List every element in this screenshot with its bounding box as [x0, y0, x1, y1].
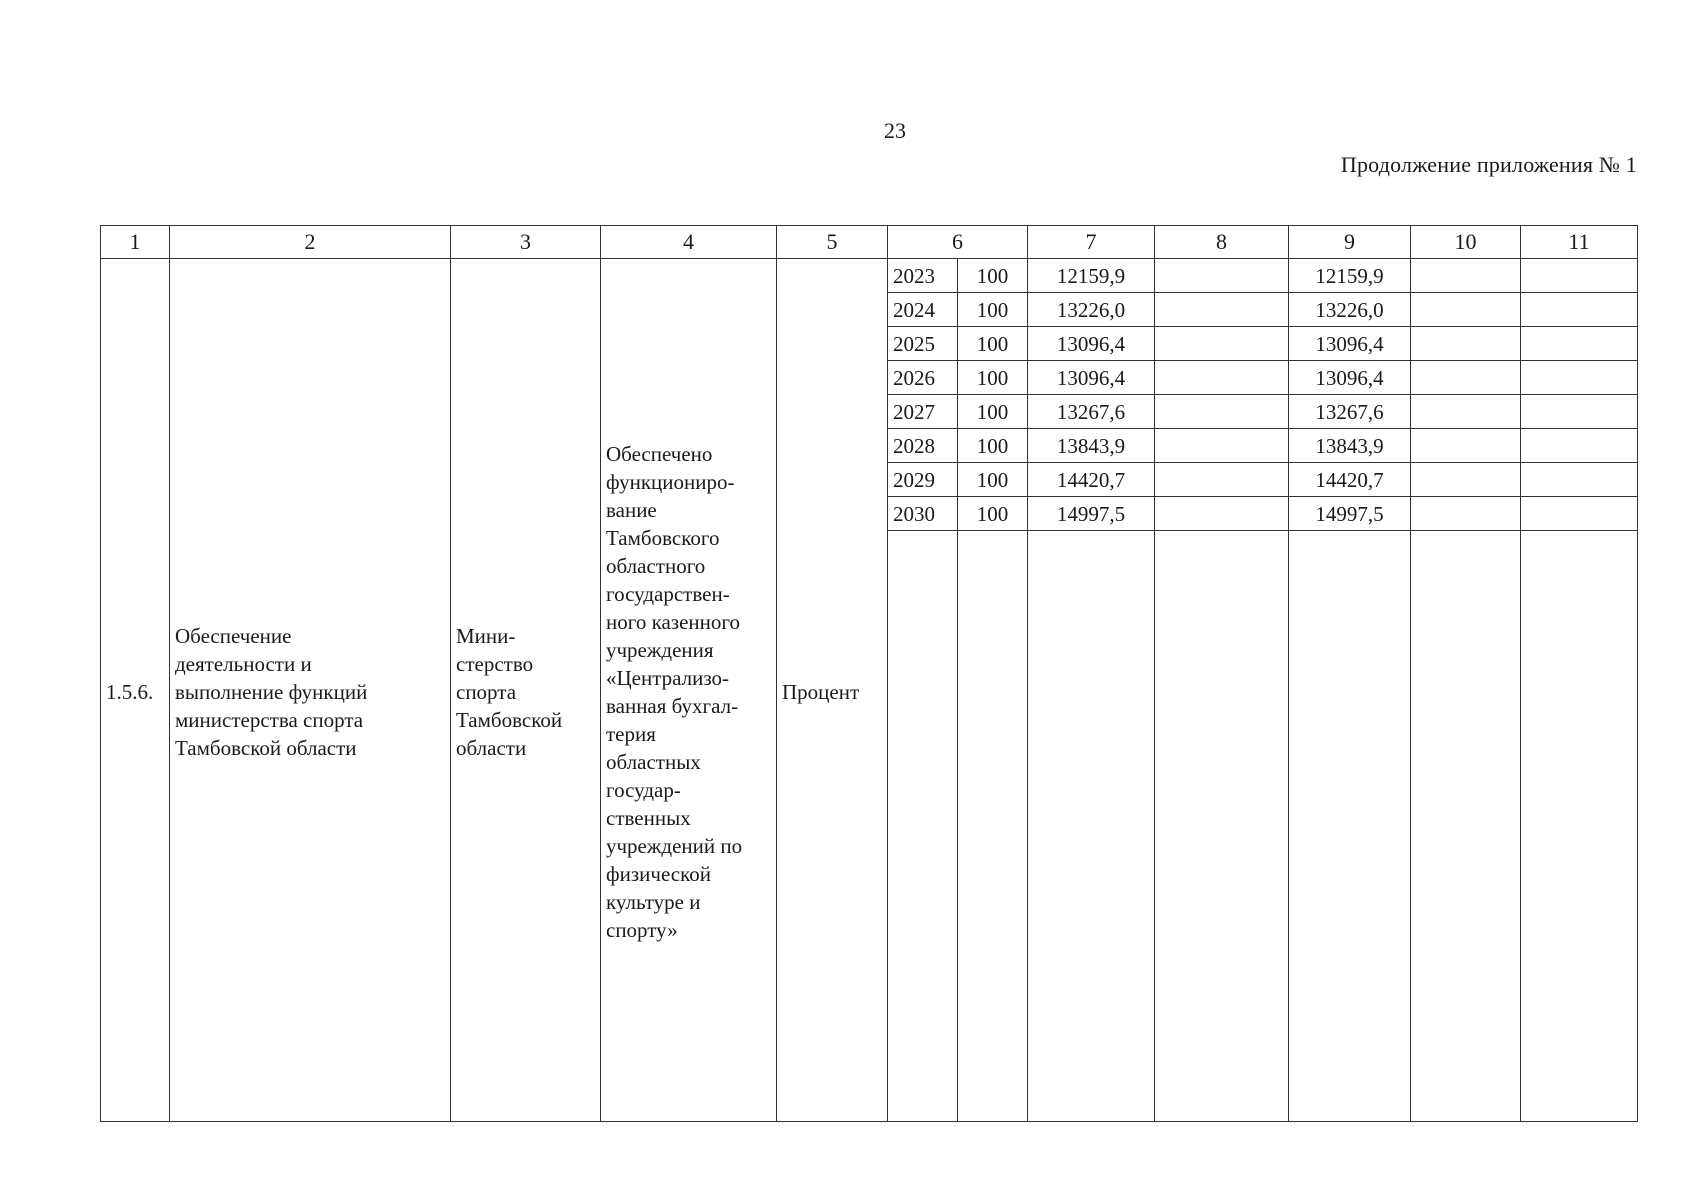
header-col-6: 6 — [888, 226, 1028, 259]
col10-cell — [1411, 293, 1521, 327]
col10-cell — [1411, 429, 1521, 463]
empty-cell — [1521, 531, 1638, 1122]
col9-cell: 12159,9 — [1289, 259, 1411, 293]
col8-cell — [1155, 361, 1289, 395]
header-col-1: 1 — [101, 226, 170, 259]
col11-cell — [1521, 429, 1638, 463]
col11-cell — [1521, 361, 1638, 395]
col11-cell — [1521, 463, 1638, 497]
page-number: 23 — [884, 118, 906, 143]
total-cell: 14997,5 — [1028, 497, 1155, 531]
col11-cell — [1521, 497, 1638, 531]
col10-cell — [1411, 259, 1521, 293]
col9-cell: 13096,4 — [1289, 327, 1411, 361]
col9-cell: 14997,5 — [1289, 497, 1411, 531]
measure-name: Обеспечение деятельности и выполнение функций министерства спорта Тамбовской области — [170, 259, 451, 1122]
value-cell: 100 — [958, 429, 1028, 463]
value-cell: 100 — [958, 293, 1028, 327]
col9-cell: 14420,7 — [1289, 463, 1411, 497]
year-cell: 2028 — [888, 429, 958, 463]
executor: Мини- стерство спорта Тамбовской области — [451, 259, 601, 1122]
col8-cell — [1155, 327, 1289, 361]
col10-cell — [1411, 361, 1521, 395]
total-cell: 13267,6 — [1028, 395, 1155, 429]
row-number: 1.5.6. — [101, 259, 170, 1122]
value-cell: 100 — [958, 259, 1028, 293]
value-cell: 100 — [958, 463, 1028, 497]
total-cell: 13843,9 — [1028, 429, 1155, 463]
empty-cell — [1411, 531, 1521, 1122]
col8-cell — [1155, 259, 1289, 293]
col9-cell: 13226,0 — [1289, 293, 1411, 327]
col8-cell — [1155, 395, 1289, 429]
table-row — [101, 259, 1638, 293]
empty-cell — [958, 531, 1028, 1122]
header-col-2: 2 — [170, 226, 451, 259]
header-row — [101, 226, 1638, 259]
col8-cell — [1155, 497, 1289, 531]
total-cell: 13096,4 — [1028, 327, 1155, 361]
year-cell: 2025 — [888, 327, 958, 361]
col11-cell — [1521, 327, 1638, 361]
empty-cell — [888, 531, 958, 1122]
col10-cell — [1411, 497, 1521, 531]
col9-cell: 13096,4 — [1289, 361, 1411, 395]
total-cell: 13096,4 — [1028, 361, 1155, 395]
col8-cell — [1155, 463, 1289, 497]
header-col-5: 5 — [777, 226, 888, 259]
header-col-8: 8 — [1155, 226, 1289, 259]
empty-cell — [1289, 531, 1411, 1122]
header-col-9: 9 — [1289, 226, 1411, 259]
header-col-4: 4 — [601, 226, 777, 259]
year-cell: 2029 — [888, 463, 958, 497]
program-table — [100, 225, 1638, 1122]
year-cell: 2027 — [888, 395, 958, 429]
col11-cell — [1521, 395, 1638, 429]
total-cell: 14420,7 — [1028, 463, 1155, 497]
col8-cell — [1155, 429, 1289, 463]
header-col-3: 3 — [451, 226, 601, 259]
col11-cell — [1521, 259, 1638, 293]
header-col-7: 7 — [1028, 226, 1155, 259]
total-cell: 13226,0 — [1028, 293, 1155, 327]
col8-cell — [1155, 293, 1289, 327]
col10-cell — [1411, 395, 1521, 429]
continuation-title: Продолжение приложения № 1 — [1340, 152, 1637, 177]
year-cell: 2026 — [888, 361, 958, 395]
col9-cell: 13843,9 — [1289, 429, 1411, 463]
total-cell: 12159,9 — [1028, 259, 1155, 293]
value-cell: 100 — [958, 327, 1028, 361]
value-cell: 100 — [958, 497, 1028, 531]
empty-cell — [1155, 531, 1289, 1122]
year-cell: 2030 — [888, 497, 958, 531]
empty-cell — [1028, 531, 1155, 1122]
col9-cell: 13267,6 — [1289, 395, 1411, 429]
year-cell: 2023 — [888, 259, 958, 293]
header-col-11: 11 — [1521, 226, 1638, 259]
unit: Процент — [777, 259, 888, 1122]
col11-cell — [1521, 293, 1638, 327]
col10-cell — [1411, 463, 1521, 497]
result-description: Обеспечено функциониро- вание Тамбовского областного государствен- ного казенного учреждения «Централизо- ванная бухгал- терия областных государ- ственных учреждений по физической культуре и спорту» — [601, 259, 777, 1122]
value-cell: 100 — [958, 361, 1028, 395]
header-col-10: 10 — [1411, 226, 1521, 259]
value-cell: 100 — [958, 395, 1028, 429]
year-cell: 2024 — [888, 293, 958, 327]
col10-cell — [1411, 327, 1521, 361]
